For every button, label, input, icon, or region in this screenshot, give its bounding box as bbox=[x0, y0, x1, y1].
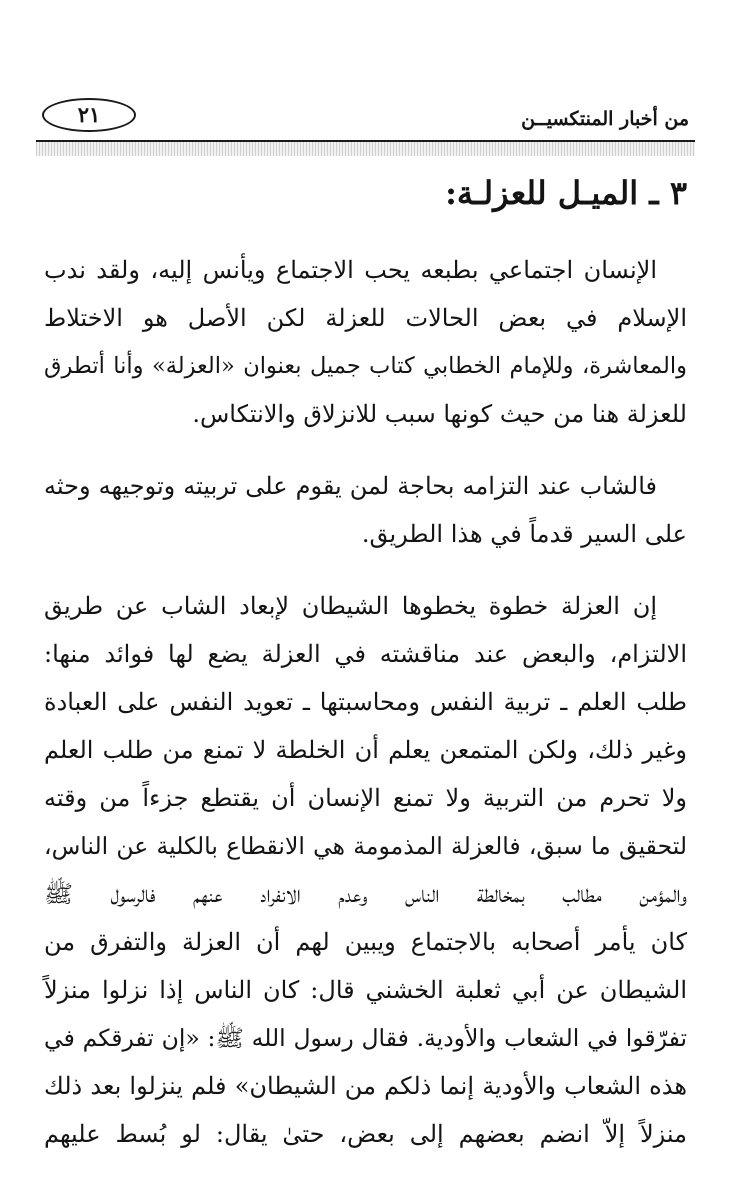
text-line: تفرّقوا في الشعاب والأودية. فقال رسول الله ﷺ: «إن تفرقكم في bbox=[44, 1024, 687, 1052]
text-line: والمعاشرة، وللإمام الخطابي كتاب جميل بعنوان «العزلة» وأنا أتطرق bbox=[44, 353, 687, 379]
text-line: الشيطان عن أبي ثعلبة الخشني قال: كان الناس إذا نزلوا منزلاً bbox=[44, 976, 687, 1004]
page-number: ٢١ bbox=[42, 98, 136, 132]
header-rule bbox=[36, 140, 695, 156]
text-line: لتحقيق ما سبق، فالعزلة المذمومة هي الانقطاع بالكلية عن الناس، bbox=[44, 832, 687, 860]
text-line: ولا تحرم من التربية ولا تمنع الإنسان أن يقتطع جزءاً من وقته bbox=[44, 784, 687, 812]
text-line: هذه الشعاب والأودية إنما ذلكم من الشيطان» فلم ينزلوا بعد ذلك bbox=[44, 1072, 687, 1100]
text-line: وغير ذلك، ولكن المتمعن يعلم أن الخلطة لا تمنع من طلب العلم bbox=[44, 736, 687, 764]
paragraph-3 bbox=[44, 582, 687, 1158]
text-line: على السير قدماً في هذا الطريق. bbox=[361, 520, 687, 548]
text-line: للعزلة هنا من حيث كونها سبب للانزلاق والانتكاس. bbox=[192, 400, 687, 428]
book-title: من أخبار المنتكسيــن bbox=[521, 108, 689, 130]
text-line: كان يأمر أصحابه بالاجتماع ويبين لهم أن العزلة والتفرق من bbox=[44, 928, 687, 956]
text-line: الإنسان اجتماعي بطبعه يحب الاجتماع ويأنس إليه، ولقد ندب bbox=[44, 256, 657, 284]
text-line: الإسلام في بعض الحالات للعزلة لكن الأصل هو الاختلاط bbox=[44, 304, 687, 332]
text-line: طلب العلم ـ تربية النفس ومحاسبتها ـ تعويد النفس على العبادة bbox=[44, 688, 687, 716]
text-line: الالتزام، والبعض عند مناقشته في العزلة يضع لها فوائد منها: bbox=[44, 640, 687, 668]
text-line: فالشاب عند التزامه بحاجة لمن يقوم على تربيته وتوجيهه وحثه bbox=[44, 472, 657, 500]
paragraph-2 bbox=[44, 462, 687, 558]
paragraph-1 bbox=[44, 246, 687, 438]
text-line: والمؤمن مطالب بمخالطة الناس وعدم الانفراد عنهم فالرسول ﷺ bbox=[44, 880, 687, 908]
text-line: إن العزلة خطوة يخطوها الشيطان لإبعاد الشاب عن طريق bbox=[44, 592, 657, 620]
body-text bbox=[44, 246, 687, 1182]
running-header bbox=[40, 90, 689, 132]
section-heading: ٣ ـ الميـل للعزلـة: bbox=[445, 174, 687, 212]
text-line: منزلاً إلاّ انضم بعضهم إلى بعض، حتىٰ يقال: لو بُسط عليهم bbox=[44, 1120, 687, 1148]
